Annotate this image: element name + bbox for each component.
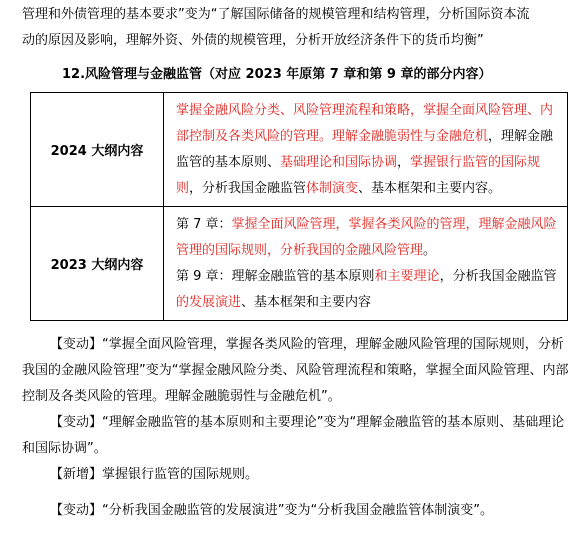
chapter9-segment-highlighted: 的发展演进 bbox=[176, 294, 242, 310]
change-item-3: 【新增】掌握银行监管的国际规则。 bbox=[50, 467, 259, 482]
content-2024-segment-highlighted: 掌握金融风险分类、风险管理流程和策略，掌握全面风险管理、内部控制及各类风险的管理。理解金融脆弱性与金融危机 bbox=[176, 102, 554, 144]
row-content-2023 bbox=[164, 207, 568, 321]
change-item-2: 【变动】“理解金融监管的基本原则和主要理论”变为“理解金融监管的基本原则、基础理论和国际协调”。 bbox=[22, 415, 565, 456]
content-2024-segment: ，理解金融监管的基本原则、 bbox=[176, 128, 554, 170]
content-2023-chapter7 bbox=[176, 212, 561, 264]
chapter9-segment: ，分析我国金融监管 bbox=[439, 268, 557, 284]
row-label-2023: 2023 大纲内容 bbox=[31, 207, 164, 321]
chapter7-segment: 。 bbox=[423, 242, 437, 258]
intro-paragraph bbox=[22, 2, 570, 54]
section-heading: 12.风险管理与金融监管（对应 2023 年原第 7 章和第 9 章的部分内容） bbox=[62, 67, 492, 82]
chapter9-segment: 第 9 章：理解金融监管的基本原则 bbox=[176, 268, 375, 284]
chapter9-segment: 、基本框架和主要内容 bbox=[241, 294, 372, 310]
chapter7-segment-highlighted: 掌握全面风险管理，掌握各类风险的管理，理解金融风险管理的国际规则，分析我国的金融风险管理 bbox=[176, 216, 557, 258]
outline-comparison-table bbox=[30, 92, 568, 321]
content-2024-segment: ，分析我国金融监管 bbox=[189, 180, 307, 196]
table-row-2024 bbox=[31, 93, 568, 207]
chapter7-segment: 第 7 章： bbox=[176, 216, 232, 232]
table-row-2023 bbox=[31, 207, 568, 321]
chapter9-segment-highlighted: 和主要理论 bbox=[374, 268, 440, 284]
change-item-1: 【变动】“掌握全面风险管理，掌握各类风险的管理，理解金融风险管理的国际规则，分析我国的金融风险管理”变为“掌握金融风险分类、风险管理流程和策略，掌握全面风险管理、内部控制及各类风险的管理。理解金融脆弱性与金融危机”。 bbox=[22, 337, 569, 404]
row-content-2024 bbox=[164, 93, 568, 207]
content-2023-chapter9 bbox=[176, 264, 561, 316]
content-2024-segment-highlighted: 基础理论和国际协调 bbox=[280, 154, 398, 170]
content-2024-segment-highlighted: 掌握银行监管的国际规则 bbox=[176, 154, 541, 196]
intro-line-2: 动的原因及影响，理解外资、外债的规模管理，分析开放经济条件下的货币均衡” bbox=[22, 33, 484, 48]
change-item-4: 【变动】“分析我国金融监管的发展演进”变为“分析我国金融监管体制演变”。 bbox=[50, 503, 493, 518]
row-label-2024: 2024 大纲内容 bbox=[31, 93, 164, 207]
intro-line-1: 管理和外债管理的基本要求”变为“了解国际储备的规模管理和结构管理，分析国际资本流 bbox=[22, 7, 530, 22]
content-2024-segment: ， bbox=[397, 154, 411, 170]
content-2024-segment-highlighted: 体制演变 bbox=[306, 180, 359, 196]
content-2024-text bbox=[176, 103, 553, 196]
content-2024-segment: 、基本框架和主要内容。 bbox=[358, 180, 502, 196]
